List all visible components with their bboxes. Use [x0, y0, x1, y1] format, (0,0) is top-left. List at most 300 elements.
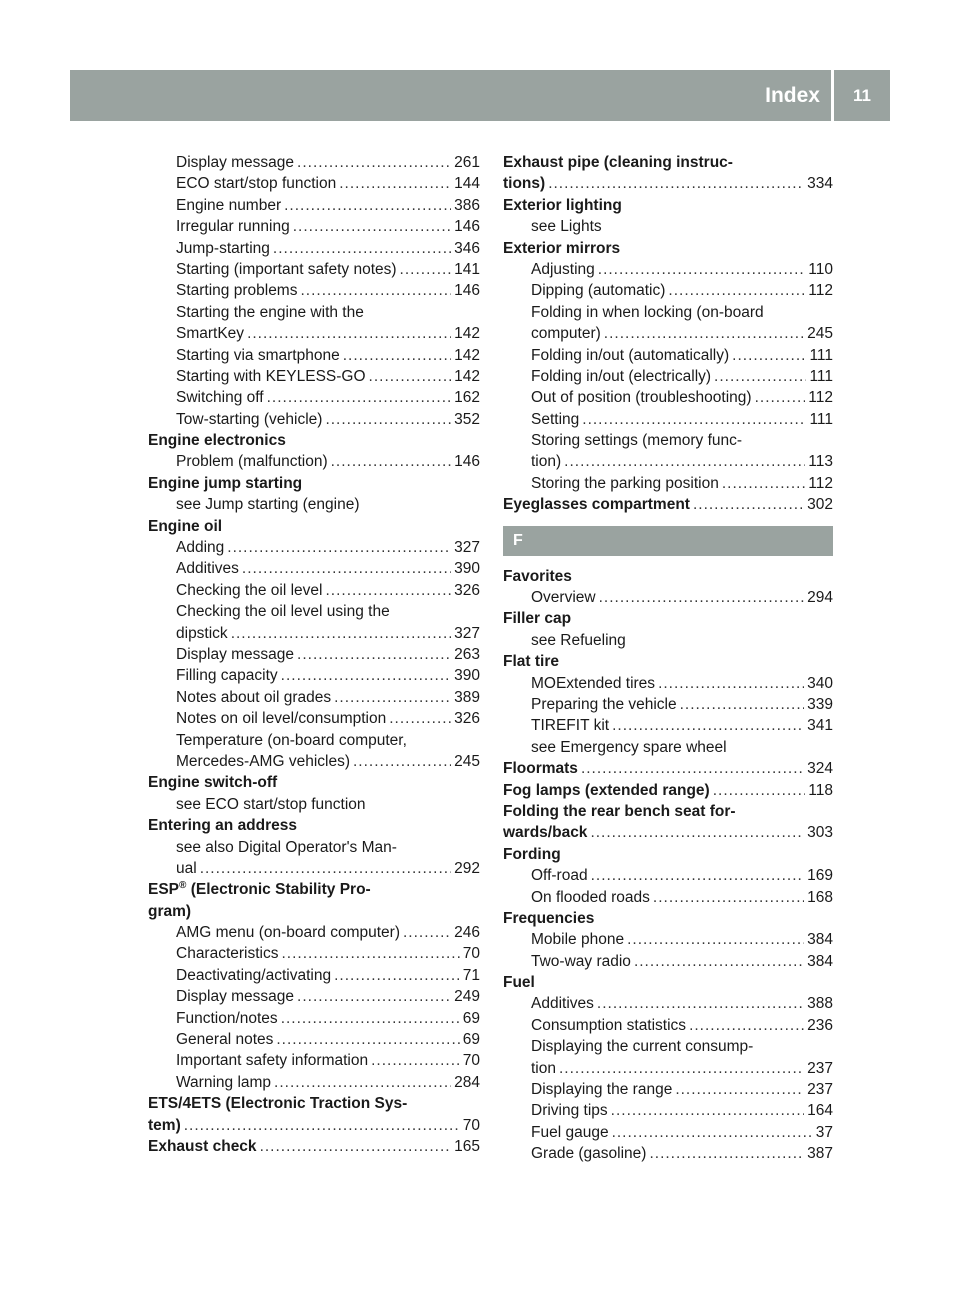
page-ref: 352: [454, 410, 480, 428]
page-ref: 389: [454, 688, 480, 706]
page-ref: 284: [454, 1073, 480, 1091]
index-entry: [503, 780, 833, 801]
index-subentry: [148, 259, 480, 280]
index-subentry: [503, 1036, 833, 1057]
index-subentry: [148, 837, 480, 858]
entry-text: Favorites: [503, 567, 572, 585]
page-ref: 111: [809, 367, 833, 385]
entry-text: Fog lamps (extended range): [503, 781, 710, 799]
entry-text: see also Digital Operator's Man-: [176, 838, 397, 856]
index-entry: [503, 566, 833, 587]
entry-text: tion): [531, 453, 562, 471]
entry-text: see Jump starting (engine): [176, 496, 360, 514]
entry-text: Display message: [176, 154, 295, 171]
page-ref: 142: [454, 367, 480, 385]
leader-dots: [564, 451, 805, 472]
page-ref: 168: [807, 888, 833, 906]
index-entry: [148, 473, 480, 494]
leader-dots: [653, 887, 804, 908]
page-ref: 334: [807, 175, 833, 193]
leader-dots: [325, 409, 451, 430]
index-entry: [503, 822, 833, 843]
index-subentry: [503, 951, 833, 972]
entry-text: Displaying the range: [531, 1081, 673, 1099]
page-title: Index: [765, 83, 820, 107]
entry-text: General notes: [176, 1031, 274, 1049]
index-subentry: [503, 280, 833, 301]
leader-dots: [297, 152, 451, 173]
leader-dots: [581, 758, 804, 779]
index-subentry: [148, 152, 480, 173]
page-ref: 141: [454, 260, 480, 278]
index-subentry: [503, 630, 833, 651]
index-entry: [503, 238, 833, 259]
index-subentry: [148, 238, 480, 259]
entry-text: Overview: [531, 589, 596, 607]
page-ref: 142: [454, 346, 480, 364]
entry-text: Exhaust check: [148, 1137, 257, 1155]
entry-text: dipstick: [176, 624, 228, 642]
index-entry: [148, 901, 480, 922]
entry-text: Switching off: [176, 389, 264, 407]
entry-text: AMG menu (on-board computer): [176, 924, 400, 942]
entry-text: Fording: [503, 845, 561, 863]
entry-text: Characteristics: [176, 945, 279, 963]
entry-text: Folding in/out (electrically): [531, 367, 712, 385]
index-subentry: [148, 623, 480, 644]
entry-text: see Lights: [531, 218, 602, 236]
index-subentry: [148, 323, 480, 344]
leader-dots: [591, 865, 805, 886]
leader-dots: [325, 580, 451, 601]
index-entry: [148, 815, 480, 836]
entry-text: Folding in/out (automatically): [531, 346, 730, 364]
leader-dots: [612, 1122, 813, 1143]
entry-text: ual: [176, 859, 197, 877]
entry-text: Checking the oil level using the: [176, 603, 390, 621]
index-subentry: [503, 366, 833, 387]
leader-dots: [732, 345, 806, 366]
entry-text: tem): [148, 1116, 181, 1134]
page-ref: 384: [807, 952, 833, 970]
entry-text: Off-road: [531, 867, 588, 885]
page-number: 11: [853, 85, 871, 105]
leader-dots: [693, 494, 804, 515]
entry-text: Grade (gasoline): [531, 1145, 647, 1163]
leader-dots: [231, 623, 451, 644]
entry-text: Jump-starting: [176, 239, 270, 257]
entry-text: Storing the parking position: [531, 474, 719, 492]
index-subentry: [148, 730, 480, 751]
entry-text: Eyeglasses compartment: [503, 496, 690, 514]
entry-text: Temperature (on-board computer,: [176, 731, 407, 749]
index-subentry: [503, 302, 833, 323]
leader-dots: [668, 280, 805, 301]
index-entry: [503, 972, 833, 993]
leader-dots: [274, 1072, 451, 1093]
leader-dots: [284, 195, 451, 216]
index-subentry: [148, 366, 480, 387]
entry-text: Notes on oil level/consumption: [176, 710, 387, 728]
entry-text: Mobile phone: [531, 931, 625, 949]
entry-text: Exterior lighting: [503, 196, 622, 214]
index-subentry: [148, 601, 480, 622]
leader-dots: [634, 951, 804, 972]
leader-dots: [559, 1058, 804, 1079]
index-subentry: [148, 173, 480, 194]
page-ref: 112: [808, 282, 833, 300]
page-ref: 387: [807, 1145, 833, 1163]
page-ref: 69: [462, 1031, 480, 1049]
index-subentry: [148, 409, 480, 430]
entry-text: Irregular running: [176, 218, 290, 236]
leader-dots: [247, 323, 451, 344]
index-subentry: [148, 387, 480, 408]
index-entry: [503, 608, 833, 629]
entry-text: Display message: [176, 988, 295, 1006]
index-entry: [503, 651, 833, 672]
leader-dots: [334, 965, 460, 986]
index-subentry: [148, 708, 480, 729]
page-ref: 261: [454, 154, 480, 171]
index-subentry: [503, 387, 833, 408]
leader-dots: [389, 708, 451, 729]
page-ref: 346: [454, 239, 480, 257]
index-subentry: [148, 537, 480, 558]
index-subentry: [148, 922, 480, 943]
entry-text: Floormats: [503, 760, 578, 778]
page-ref: 144: [454, 175, 480, 193]
leader-dots: [658, 673, 804, 694]
entry-text: On flooded roads: [531, 888, 650, 906]
registered-mark: ®: [179, 880, 187, 892]
page-ref: 165: [454, 1137, 480, 1155]
entry-text: Entering an address: [148, 817, 298, 835]
page-ref: 236: [807, 1016, 833, 1034]
page-ref: 245: [807, 325, 833, 343]
page-ref: 384: [807, 931, 833, 949]
index-subentry: [148, 1072, 480, 1093]
index-subentry: [148, 345, 480, 366]
leader-dots: [599, 587, 805, 608]
leader-dots: [331, 451, 452, 472]
entry-text: Consumption statistics: [531, 1016, 687, 1034]
index-subentry: [148, 794, 480, 815]
page-ref: 118: [808, 781, 833, 799]
entry-text: Adding: [176, 539, 225, 557]
leader-dots: [649, 1143, 804, 1164]
entry-text: wards/back: [503, 824, 588, 842]
page-ref: 326: [454, 710, 480, 728]
entry-text: Starting with KEYLESS-GO: [176, 367, 366, 385]
entry-text: Fuel: [503, 974, 535, 992]
page-ref: 339: [807, 695, 833, 713]
entry-text: Starting via smartphone: [176, 346, 340, 364]
entry-text: SmartKey: [176, 325, 245, 343]
entry-text: Exhaust pipe (cleaning instruc-: [503, 154, 733, 171]
page-ref: 146: [454, 218, 480, 236]
index-subentry: [503, 737, 833, 758]
index-entry: [503, 801, 833, 822]
page-ref: 340: [807, 674, 833, 692]
index-subentry: [503, 1015, 833, 1036]
index-entry: [503, 844, 833, 865]
leader-dots: [282, 943, 460, 964]
page-ref: 245: [454, 752, 480, 770]
entry-text: Filling capacity: [176, 667, 278, 685]
page-ref: 70: [462, 1052, 480, 1070]
index-subentry: [503, 673, 833, 694]
page-ref: 113: [808, 453, 833, 471]
entry-text: ECO start/stop function: [176, 175, 337, 193]
page-ref: 263: [454, 645, 480, 663]
page-ref: 70: [462, 945, 480, 963]
leader-dots: [343, 345, 451, 366]
entry-text: Problem (malfunction): [176, 453, 328, 471]
page-ref: 69: [462, 1009, 480, 1027]
leader-dots: [200, 858, 451, 879]
index-entry: [148, 772, 480, 793]
entry-text: Folding the rear bench seat for-: [503, 802, 736, 820]
page-ref: 294: [807, 589, 833, 607]
page-ref: 146: [454, 453, 480, 471]
leader-dots: [369, 366, 452, 387]
index-subentry: [148, 558, 480, 579]
entry-text: Engine number: [176, 196, 282, 214]
index-entry: [503, 494, 833, 515]
page-ref: 112: [808, 389, 833, 407]
page-ref: 237: [807, 1081, 833, 1099]
index-subentry: [148, 1029, 480, 1050]
index-entry: [503, 152, 833, 173]
entry-text: Storing settings (memory func-: [531, 432, 743, 450]
entry-text: Frequencies: [503, 909, 595, 927]
index-subentry: [503, 323, 833, 344]
leader-dots: [281, 665, 451, 686]
entry-text: Preparing the vehicle: [531, 695, 677, 713]
leader-dots: [722, 473, 805, 494]
index-subentry: [503, 887, 833, 908]
index-subentry: [148, 986, 480, 1007]
index-subentry: [503, 1100, 833, 1121]
entry-text: tions): [503, 175, 546, 193]
index-subentry: [503, 929, 833, 950]
entry-text: TIREFIT kit: [531, 717, 610, 735]
entry-text: see ECO start/stop function: [176, 795, 366, 813]
entry-text: Deactivating/activating: [176, 966, 332, 984]
page-ref: 162: [454, 389, 480, 407]
page-ref: 112: [808, 474, 833, 492]
index-subentry: [503, 1058, 833, 1079]
index-subentry: [503, 345, 833, 366]
page-ref: 326: [454, 581, 480, 599]
index-subentry: [148, 1008, 480, 1029]
leader-dots: [353, 751, 451, 772]
entry-text: Display message: [176, 645, 295, 663]
entry-text: Filler cap: [503, 610, 572, 628]
leader-dots: [242, 558, 451, 579]
page-ref: 327: [454, 624, 480, 642]
leader-dots: [582, 409, 806, 430]
leader-dots: [184, 1115, 460, 1136]
entry-text: Engine jump starting: [148, 474, 303, 492]
page-ref: 324: [807, 760, 833, 778]
index-subentry: [503, 259, 833, 280]
index-entry: [503, 908, 833, 929]
index-subentry: [503, 216, 833, 237]
leader-dots: [713, 780, 806, 801]
index-entry: [503, 173, 833, 194]
index-entry: [148, 430, 480, 451]
entry-text: Engine switch-off: [148, 774, 278, 792]
index-column-left: [148, 152, 480, 1157]
page-ref: 390: [454, 667, 480, 685]
leader-dots: [339, 173, 451, 194]
index-subentry: [148, 943, 480, 964]
entry-text: Starting (important safety notes): [176, 260, 397, 278]
page-ref: 303: [807, 824, 833, 842]
index-subentry: [148, 687, 480, 708]
entry-text: Warning lamp: [176, 1073, 272, 1091]
index-subentry: [148, 280, 480, 301]
entry-text: Important safety information: [176, 1052, 369, 1070]
entry-text: Adjusting: [531, 260, 595, 278]
leader-dots: [604, 323, 804, 344]
leader-dots: [371, 1050, 460, 1071]
leader-dots: [755, 387, 806, 408]
page-ref: 142: [454, 325, 480, 343]
index-subentry: [503, 865, 833, 886]
index-subentry: [148, 302, 480, 323]
leader-dots: [293, 216, 451, 237]
index-entry: [148, 516, 480, 537]
entry-text: Starting problems: [176, 282, 298, 300]
index-subentry: [503, 1122, 833, 1143]
entry-text: Checking the oil level: [176, 581, 323, 599]
leader-dots: [627, 929, 804, 950]
entry-text: Driving tips: [531, 1102, 608, 1120]
entry-text: Folding in when locking (on-board: [531, 303, 764, 321]
index-subentry: [148, 195, 480, 216]
entry-text: Engine oil: [148, 517, 223, 535]
entry-text: Dipping (automatic): [531, 282, 666, 300]
entry-text: ESP® (Electronic Stability Pro-: [148, 880, 371, 899]
index-subentry: [148, 494, 480, 515]
leader-dots: [297, 644, 451, 665]
index-subentry: [503, 409, 833, 430]
leader-dots: [276, 1029, 459, 1050]
leader-dots: [611, 1100, 804, 1121]
page-ref: 70: [462, 1116, 480, 1134]
entry-text: Exterior mirrors: [503, 239, 621, 257]
page-ref: 110: [808, 260, 833, 278]
entry-text: Additives: [176, 560, 239, 578]
index-subentry: [148, 580, 480, 601]
page-ref: 146: [454, 282, 480, 300]
leader-dots: [297, 986, 451, 1007]
index-subentry: [503, 1079, 833, 1100]
index-entry: [503, 195, 833, 216]
leader-dots: [689, 1015, 804, 1036]
index-subentry: [503, 715, 833, 736]
entry-text: Starting the engine with the: [176, 303, 364, 321]
leader-dots: [675, 1079, 804, 1100]
page-ref: 327: [454, 539, 480, 557]
entry-text: tion: [531, 1059, 556, 1077]
index-column-right: [503, 152, 833, 1165]
page-ref: 71: [462, 966, 480, 984]
index-subentry: [503, 1143, 833, 1164]
leader-dots: [300, 280, 451, 301]
index-subentry: [503, 993, 833, 1014]
index-subentry: [148, 858, 480, 879]
index-subentry: [148, 965, 480, 986]
index-subentry: [503, 587, 833, 608]
page-ref: 169: [807, 867, 833, 885]
page-ref: 388: [807, 995, 833, 1013]
page-ref: 37: [815, 1123, 833, 1141]
section-header: F: [503, 526, 833, 556]
leader-dots: [403, 922, 451, 943]
index-subentry: [503, 694, 833, 715]
leader-dots: [273, 238, 451, 259]
entry-text: Additives: [531, 995, 594, 1013]
index-entry: [148, 1093, 480, 1114]
leader-dots: [598, 259, 806, 280]
page-ref: 246: [454, 924, 480, 942]
index-subentry: [148, 665, 480, 686]
entry-text: Tow-starting (vehicle): [176, 410, 323, 428]
page-ref: 164: [807, 1102, 833, 1120]
index-subentry: [148, 1050, 480, 1071]
leader-dots: [400, 259, 452, 280]
entry-text: Function/notes: [176, 1009, 278, 1027]
page-ref: 292: [454, 859, 480, 877]
entry-text: Fuel gauge: [531, 1123, 609, 1141]
page-ref: 111: [809, 346, 833, 364]
entry-text: Mercedes-AMG vehicles): [176, 752, 350, 770]
index-subentry: [148, 451, 480, 472]
index-entry: [148, 1136, 480, 1157]
leader-dots: [680, 694, 805, 715]
index-subentry: [148, 216, 480, 237]
entry-text: see Emergency spare wheel: [531, 738, 727, 756]
entry-text: Flat tire: [503, 653, 559, 671]
leader-dots: [548, 173, 804, 194]
leader-dots: [281, 1008, 460, 1029]
leader-dots: [267, 387, 452, 408]
index-subentry: [503, 473, 833, 494]
entry-text: Notes about oil grades: [176, 688, 332, 706]
entry-text: Setting: [531, 410, 580, 428]
leader-dots: [714, 366, 806, 387]
entry-text: Engine electronics: [148, 432, 286, 450]
page-ref: 249: [454, 988, 480, 1006]
page-ref: 341: [807, 717, 833, 735]
entry-text: Out of position (troubleshooting): [531, 389, 752, 407]
entry-text: MOExtended tires: [531, 674, 656, 692]
entry-text: Displaying the current consump-: [531, 1038, 754, 1056]
leader-dots: [590, 822, 804, 843]
index-entry: [503, 758, 833, 779]
page-ref: 386: [454, 196, 480, 214]
page-ref: 302: [807, 496, 833, 514]
leader-dots: [227, 537, 451, 558]
page-ref: 111: [809, 410, 833, 428]
leader-dots: [260, 1136, 452, 1157]
index-subentry: [148, 751, 480, 772]
entry-text: ETS/4ETS (Electronic Traction Sys-: [148, 1095, 408, 1113]
